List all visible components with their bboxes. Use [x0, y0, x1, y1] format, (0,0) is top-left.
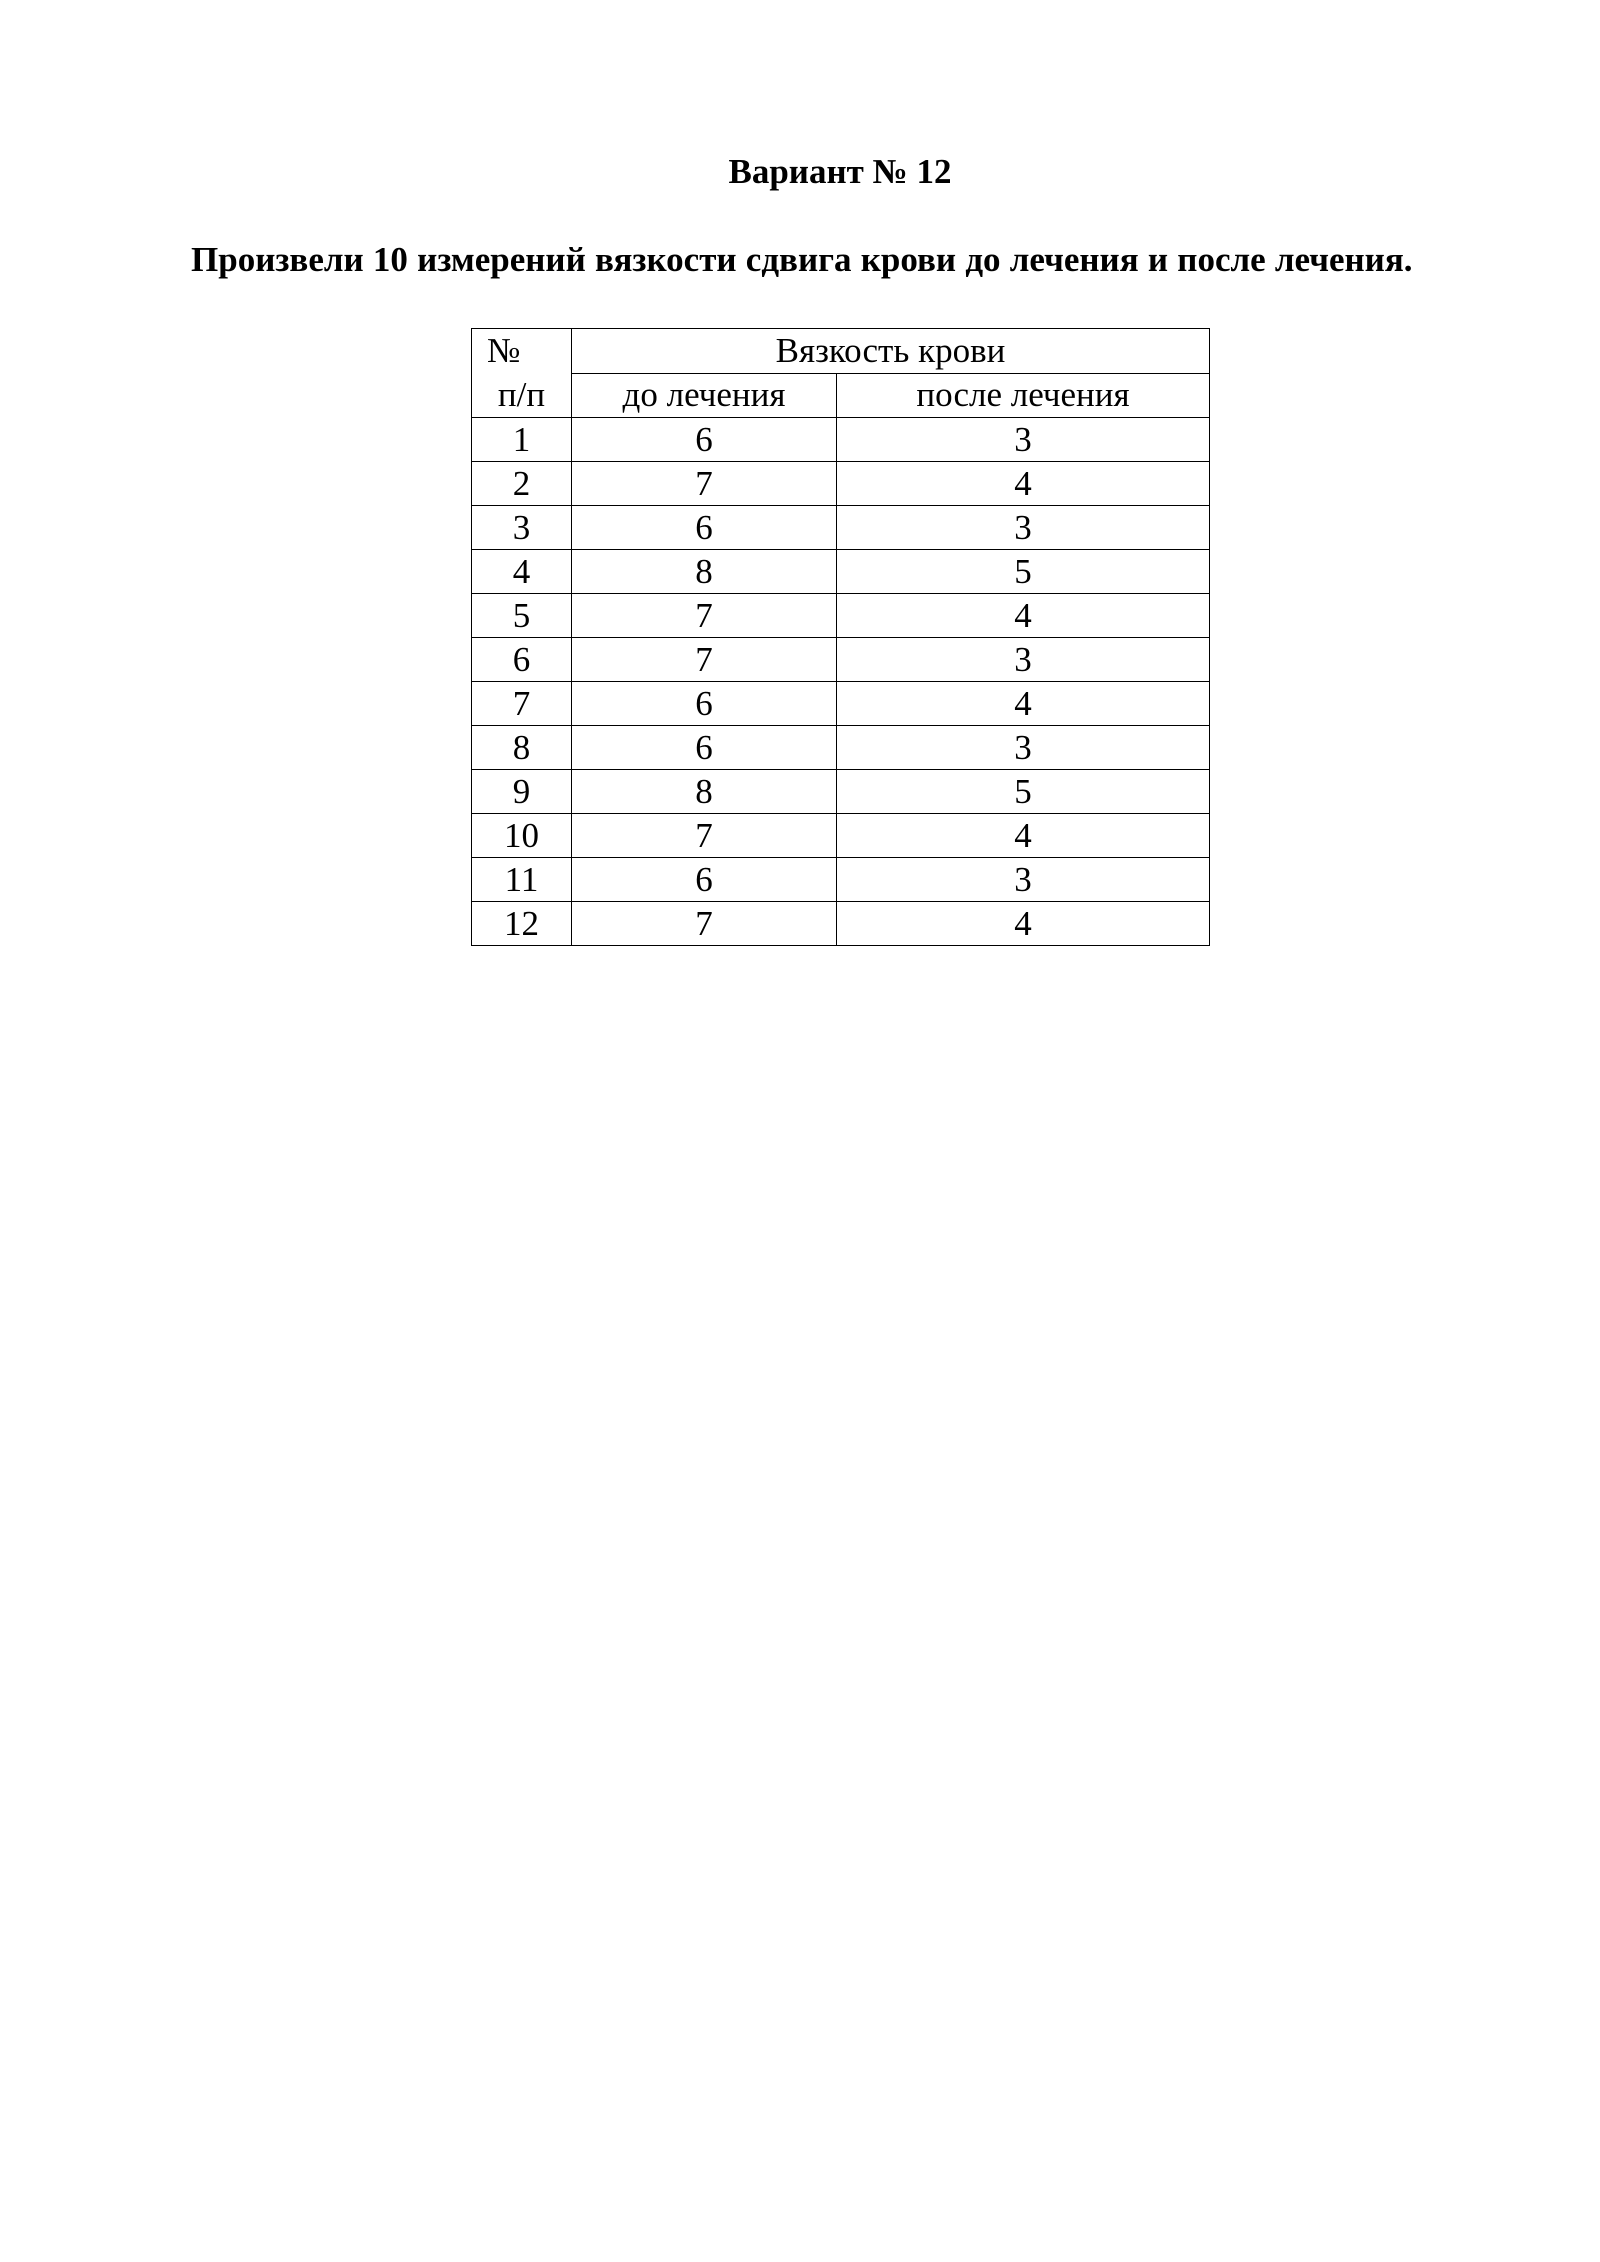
- row-index-label: п/п: [497, 375, 546, 414]
- viscosity-table: [471, 328, 1210, 946]
- after-value-cell: 5: [837, 770, 1210, 814]
- row-number-cell: 3: [472, 506, 572, 550]
- before-value-cell: 6: [572, 726, 837, 770]
- after-value-cell: 3: [837, 506, 1210, 550]
- after-value-cell: 3: [837, 726, 1210, 770]
- after-value-cell: 4: [837, 902, 1210, 946]
- variant-title: Вариант № 12: [728, 152, 952, 191]
- row-number-cell: 1: [472, 418, 572, 462]
- after-value-cell: 4: [837, 682, 1210, 726]
- number-column-header: [472, 329, 572, 418]
- row-number-cell: 12: [472, 902, 572, 946]
- before-value-cell: 6: [572, 506, 837, 550]
- table-row: [472, 902, 1210, 946]
- after-value-cell: 3: [837, 418, 1210, 462]
- after-value-cell: 3: [837, 638, 1210, 682]
- after-value-cell: 4: [837, 462, 1210, 506]
- task-statement: Произвели 10 измерений вязкости сдвига крови до лечения и после лечения.: [191, 240, 1413, 279]
- row-number-cell: 5: [472, 594, 572, 638]
- table-row: [472, 462, 1210, 506]
- table-row: [472, 814, 1210, 858]
- before-treatment-header: до лечения: [572, 373, 837, 418]
- row-number-cell: 10: [472, 814, 572, 858]
- row-number-cell: 8: [472, 726, 572, 770]
- row-number-cell: 2: [472, 462, 572, 506]
- before-value-cell: 6: [572, 682, 837, 726]
- after-value-cell: 3: [837, 858, 1210, 902]
- table-row: [472, 418, 1210, 462]
- row-number-cell: 11: [472, 858, 572, 902]
- table-row: [472, 858, 1210, 902]
- row-number-cell: 6: [472, 638, 572, 682]
- before-value-cell: 7: [572, 462, 837, 506]
- after-value-cell: 5: [837, 550, 1210, 594]
- before-value-cell: 7: [572, 902, 837, 946]
- viscosity-group-header: Вязкость крови: [572, 329, 1210, 374]
- before-value-cell: 6: [572, 418, 837, 462]
- table-row: [472, 550, 1210, 594]
- row-number-cell: 4: [472, 550, 572, 594]
- table-row: [472, 682, 1210, 726]
- table-row: [472, 726, 1210, 770]
- table-row: [472, 638, 1210, 682]
- table-row: [472, 506, 1210, 550]
- before-value-cell: 7: [572, 594, 837, 638]
- table-row: [472, 770, 1210, 814]
- table-body: [472, 418, 1210, 946]
- number-sign-label: №: [487, 331, 521, 370]
- after-value-cell: 4: [837, 814, 1210, 858]
- row-number-cell: 7: [472, 682, 572, 726]
- before-value-cell: 8: [572, 770, 837, 814]
- before-value-cell: 7: [572, 814, 837, 858]
- row-number-cell: 9: [472, 770, 572, 814]
- after-treatment-header: после лечения: [837, 373, 1210, 418]
- before-value-cell: 7: [572, 638, 837, 682]
- before-value-cell: 6: [572, 858, 837, 902]
- after-value-cell: 4: [837, 594, 1210, 638]
- table-row: [472, 594, 1210, 638]
- before-value-cell: 8: [572, 550, 837, 594]
